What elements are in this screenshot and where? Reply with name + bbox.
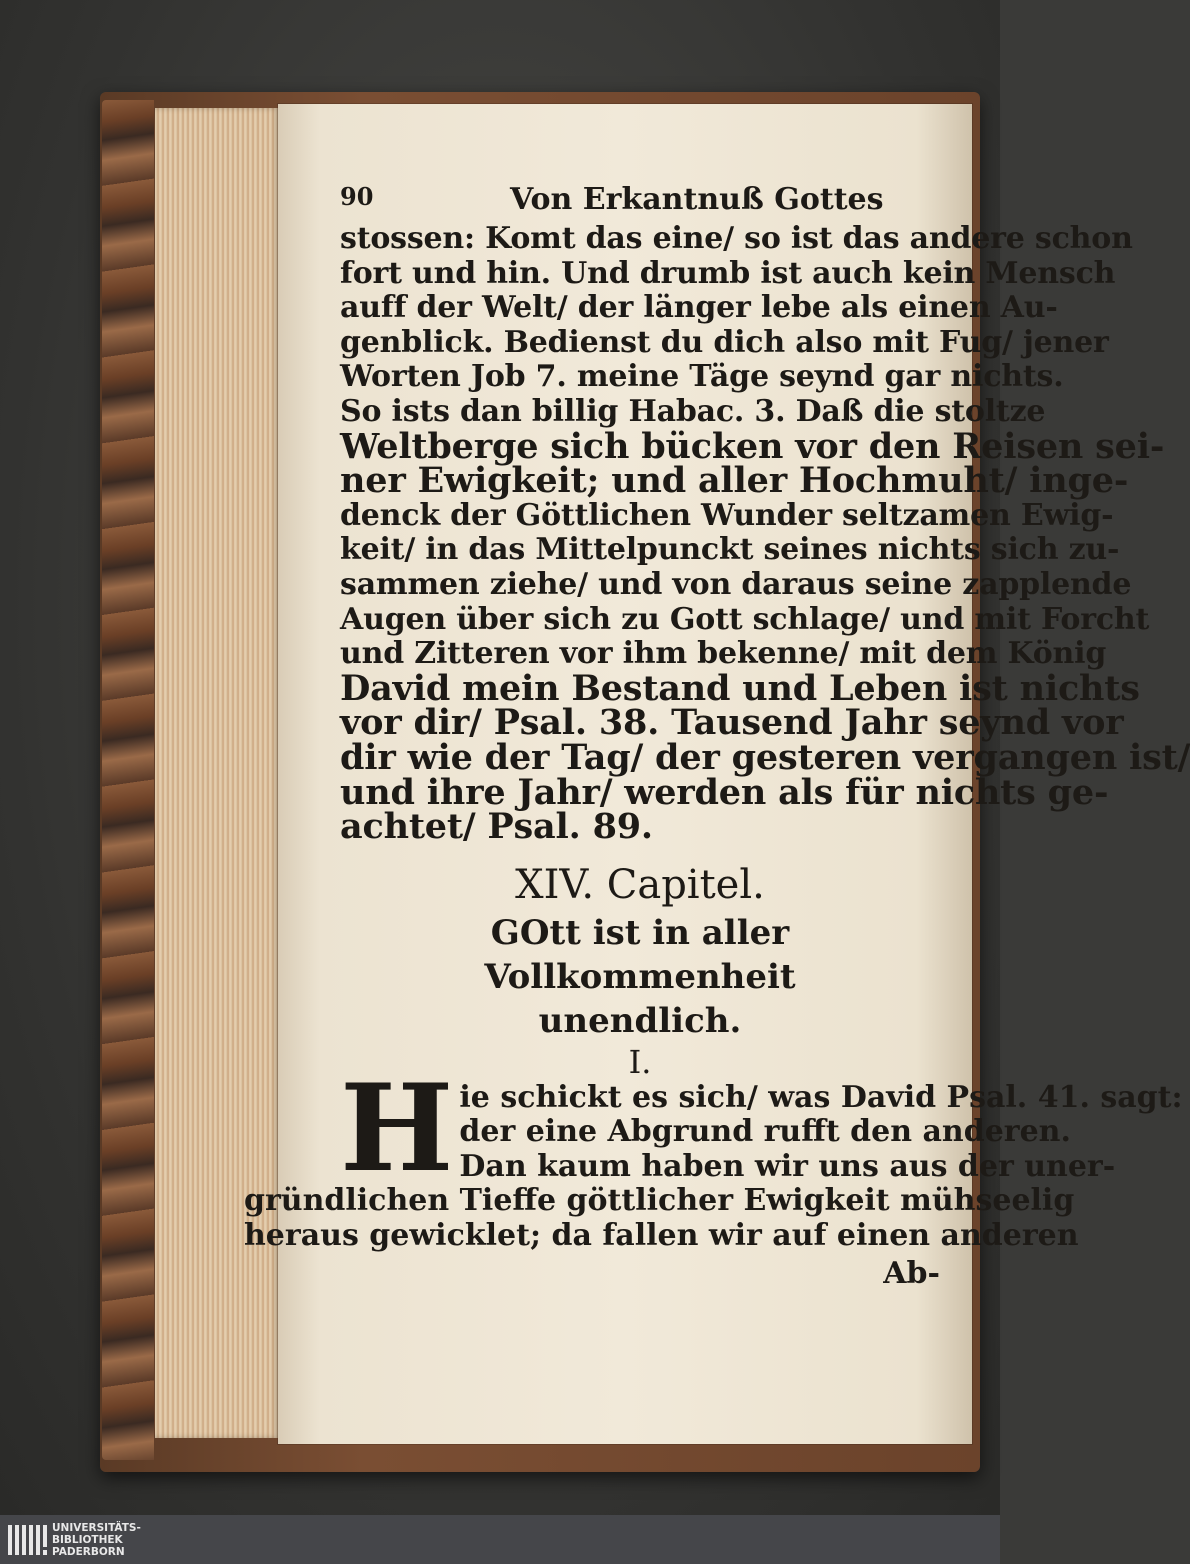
text-line: der eine Abgrund rufft den anderen. xyxy=(459,1114,1071,1150)
text-line: heraus gewicklet; da fallen wir auf einen anderen xyxy=(244,1218,1079,1254)
text-line: gründlichen Tieffe göttlicher Ewigkeit mühseelig xyxy=(244,1183,1075,1219)
text-line: ner Ewigkeit; und aller Hochmuht/ inge- xyxy=(340,460,1129,502)
text-line: achtet/ Psal. 89. xyxy=(340,806,653,848)
chapter-subtitle: unendlich. xyxy=(538,1000,742,1041)
text-line: ie schickt es sich/ was David Psal. 41. sagt: xyxy=(459,1079,1183,1115)
catchword: Ab- xyxy=(883,1255,940,1291)
text-line: denck der Göttlichen Wunder seltzamen Ewig- xyxy=(340,497,1114,533)
body-text-bottom xyxy=(244,1057,1183,1254)
chapter-title: XIV. Capitel. xyxy=(515,861,765,908)
text-line: Dan kaum haben wir uns aus der uner- xyxy=(459,1148,1116,1184)
body-text-top xyxy=(340,221,1190,848)
text-line: Worten Job 7. meine Täge seynd gar nichts. xyxy=(340,359,1064,395)
text-line: Augen über sich zu Gott schlage/ und mit Forcht xyxy=(340,601,1150,637)
text-line: keit/ in das Mittelpunckt seines nichts sich zu- xyxy=(340,532,1120,568)
text-line: und Zitteren vor ihm bekenne/ mit dem König xyxy=(340,636,1107,672)
text-line: fort und hin. Und drumb ist auch kein Mensch xyxy=(340,255,1116,291)
chapter-subtitle: GOtt ist in aller Vollkommenheit xyxy=(484,912,796,997)
text-line: David mein Bestand und Leben ist nichts xyxy=(340,667,1140,709)
text-line: Weltberge sich bücken vor den Reisen sei- xyxy=(340,425,1165,467)
text-line: auff der Welt/ der länger lebe als einen Au- xyxy=(340,290,1058,326)
drop-cap: H xyxy=(340,1057,454,1199)
library-name-line: BIBLIOTHEK xyxy=(52,1534,123,1546)
section-number: I. xyxy=(628,1042,652,1081)
text-line: und ihre Jahr/ werden als für nichts ge- xyxy=(340,771,1109,813)
library-name xyxy=(52,1522,141,1558)
library-footer xyxy=(0,1515,1000,1564)
running-head: Von Erkantnuß Gottes xyxy=(510,182,884,217)
page-number: 90 xyxy=(340,182,374,211)
page-header xyxy=(340,182,940,222)
text-line: So ists dan billig Habac. 3. Daß die stoltze xyxy=(340,393,1046,429)
library-logo-icon xyxy=(6,1521,50,1559)
library-name-line: UNIVERSITÄTS- xyxy=(52,1522,141,1534)
book-page xyxy=(244,104,1190,1444)
text-block xyxy=(244,182,1190,1291)
text-line: sammen ziehe/ und von daraus seine zapplende xyxy=(340,566,1132,602)
text-line: vor dir/ Psal. 38. Tausend Jahr seynd vor xyxy=(340,702,1124,744)
text-line: dir wie der Tag/ der gesteren vergangen ist/ xyxy=(340,736,1190,778)
text-line: genblick. Bedienst du dich also mit Fug/ jener xyxy=(340,324,1109,360)
text-line: stossen: Komt das eine/ so ist das andere schon xyxy=(340,221,1133,256)
library-name-line: PADERBORN xyxy=(52,1546,125,1558)
book-spine xyxy=(102,100,154,1460)
